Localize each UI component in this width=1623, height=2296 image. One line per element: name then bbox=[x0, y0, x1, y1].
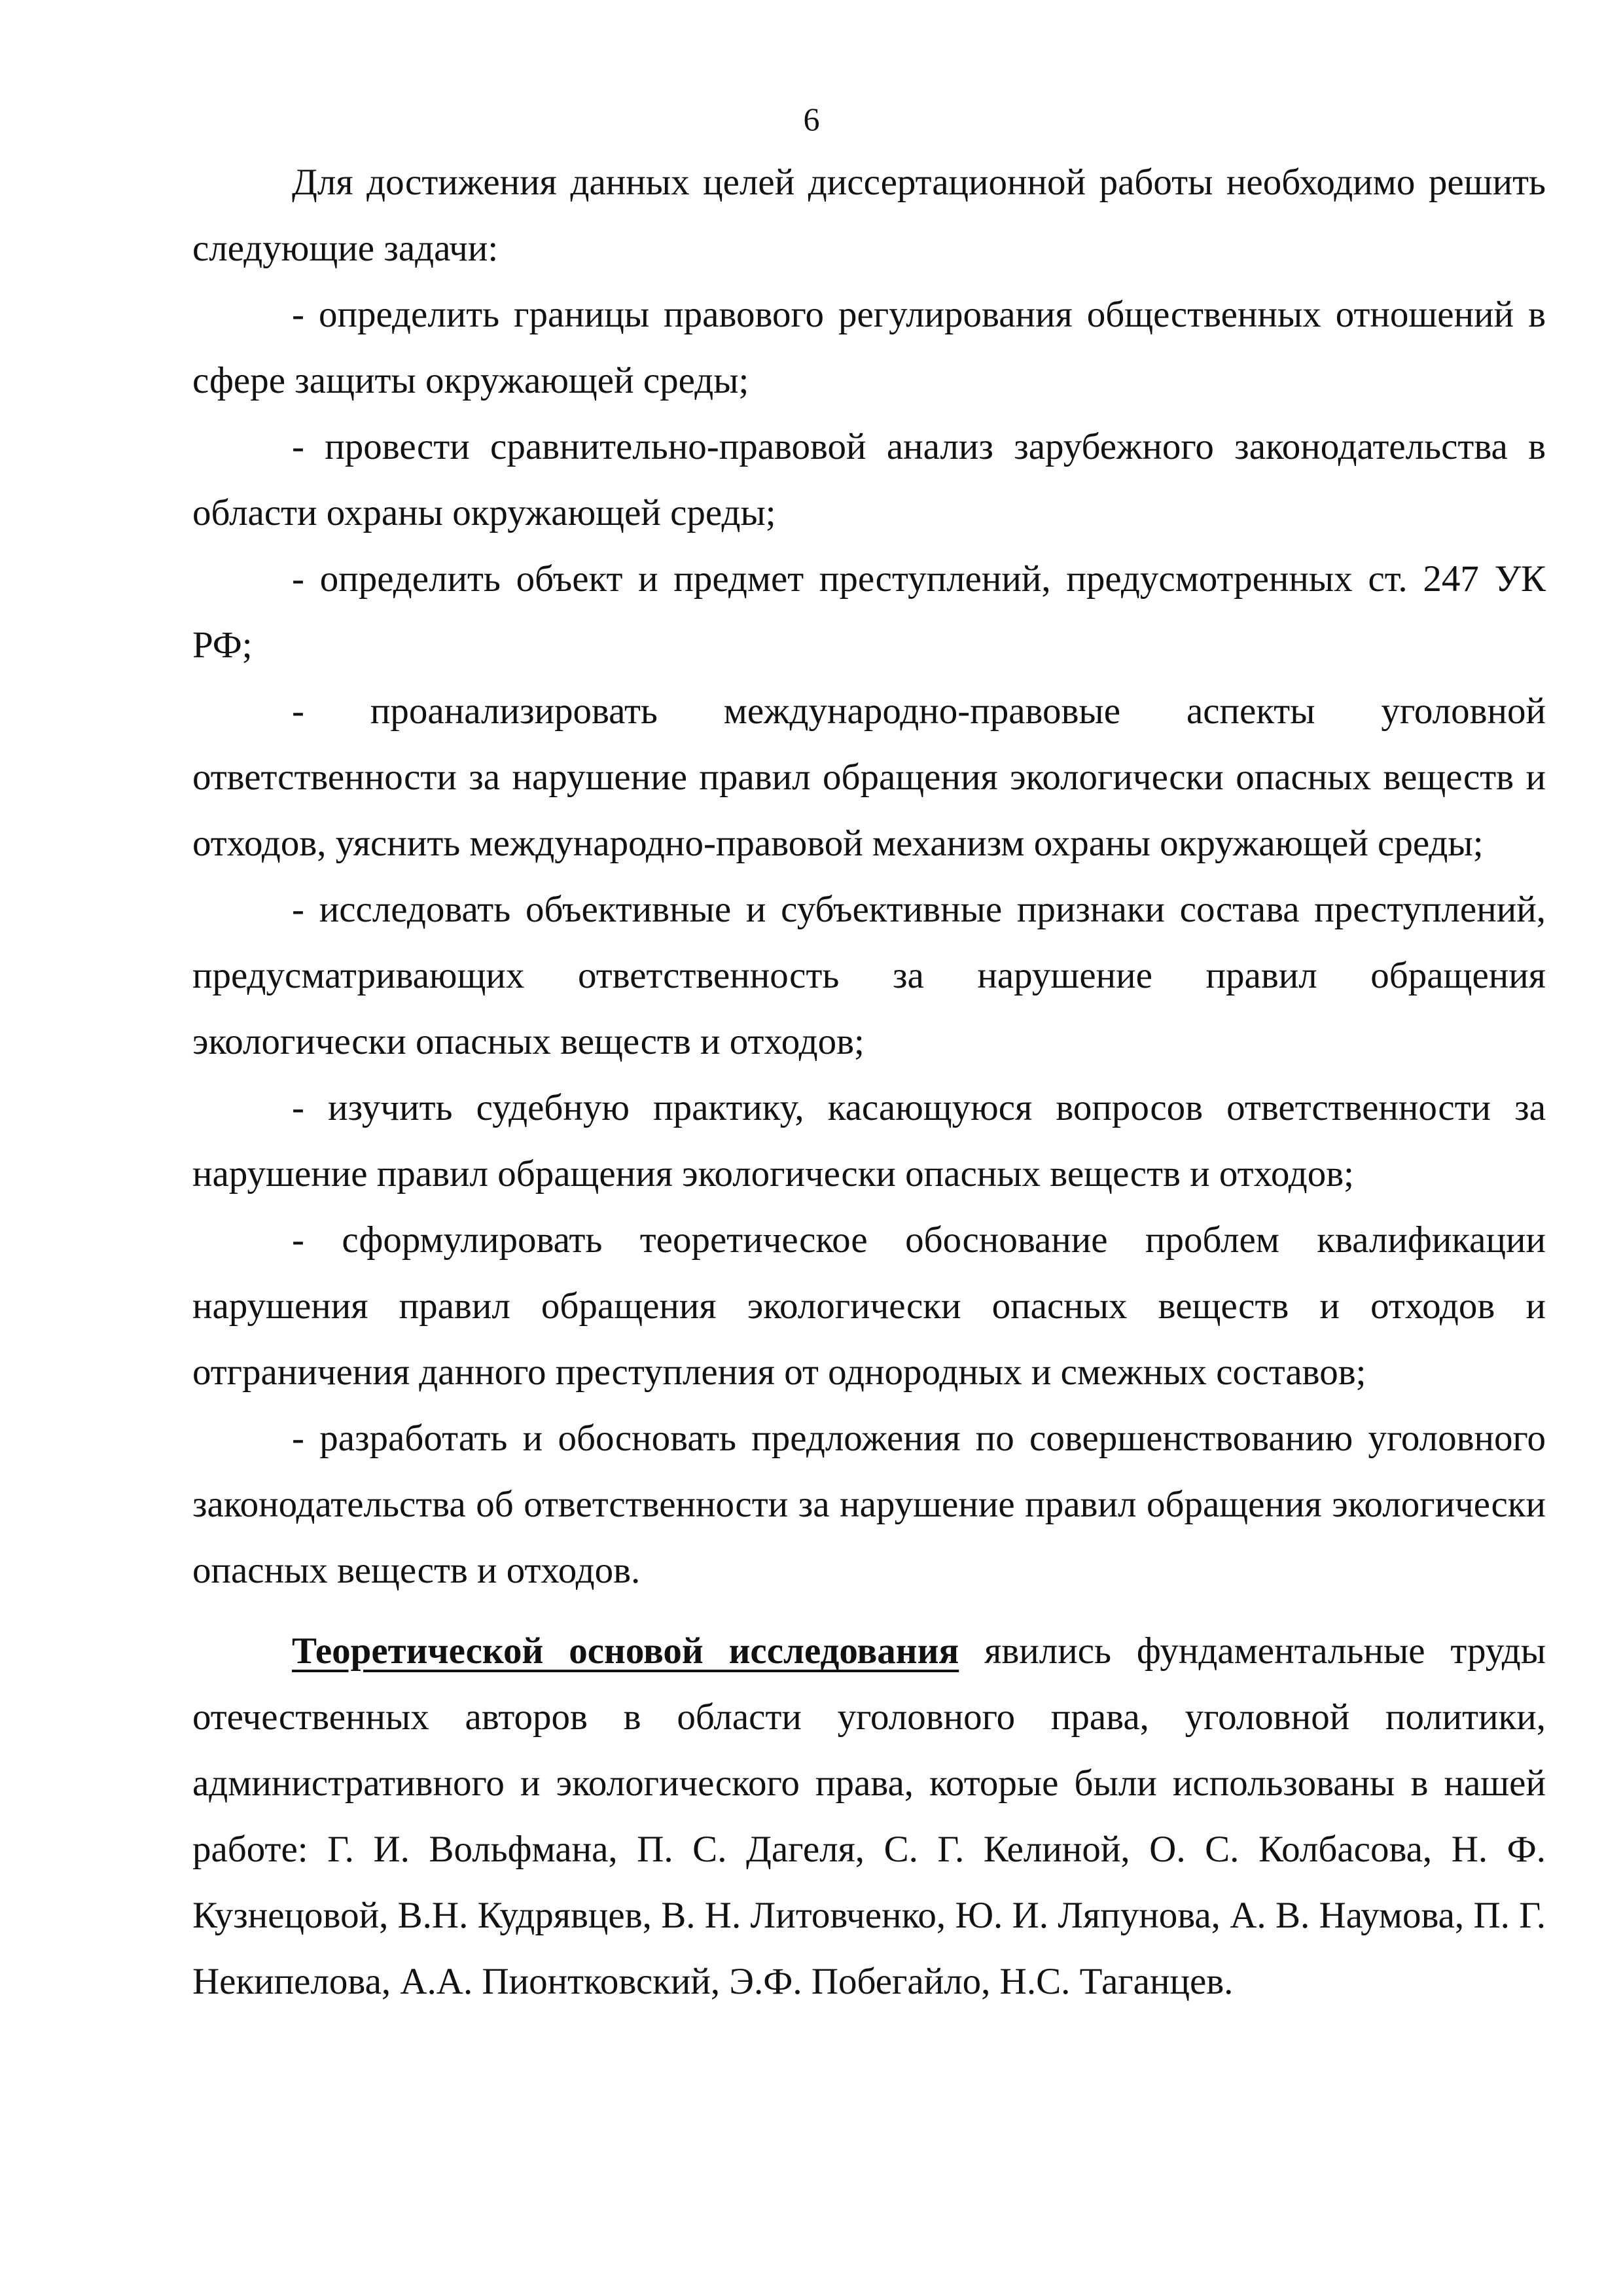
task-item: - определить объект и предмет преступлений, предусмотренных ст. 247 УК РФ; bbox=[192, 558, 1546, 666]
task-item: - определить границы правового регулирования общественных отношений в сфере защиты окружающей среды; bbox=[192, 294, 1546, 401]
theory-heading: Теоретической основой исследования bbox=[292, 1630, 959, 1672]
theory-body: явились фундаментальные труды отечественных авторов в области уголовного права, уголовной политики, административного и экологического права, которые были использованы в нашей работе: Г. И. Вольфмана, П. С. Дагеля, С. Г. Келиной, О. С. Колбасова, Н. Ф. Кузнецовой, В.Н. Кудрявцев, В. Н. Литовченко, Ю. И. Ляпунова, А. В. Наумова, П. Г. Некипелова, А.А. Пионтковский, Э.Ф. Побегайло, Н.С. Таганцев. bbox=[192, 1630, 1546, 2002]
theory-paragraph bbox=[192, 1618, 1546, 2015]
task-item: - исследовать объективные и субъективные признаки состава преступлений, предусматривающих ответственность за нарушение правил обращения экологически опасных веществ и отходов; bbox=[192, 889, 1546, 1062]
task-item: - сформулировать теоретическое обоснование проблем квалификации нарушения правил обращения экологически опасных веществ и отходов и отграничения данного преступления от однородных и смежных составов; bbox=[192, 1219, 1546, 1393]
task-item: - провести сравнительно-правовой анализ зарубежного законодательства в области охраны окружающей среды; bbox=[192, 426, 1546, 533]
task-item: - изучить судебную практику, касающуюся вопросов ответственности за нарушение правил обращения экологически опасных веществ и отходов; bbox=[192, 1087, 1546, 1194]
document-body bbox=[192, 149, 1546, 2015]
page-number: 6 bbox=[803, 101, 820, 137]
intro-paragraph: Для достижения данных целей диссертационной работы необходимо решить следующие задачи: bbox=[192, 162, 1546, 269]
task-item: - проанализировать международно-правовые аспекты уголовной ответственности за нарушение правил обращения экологически опасных веществ и отходов, уяснить международно-правовой механизм охраны окружающей среды; bbox=[192, 691, 1546, 864]
task-item: - разработать и обосновать предложения по совершенствованию уголовного законодательства об ответственности за нарушение правил обращения экологически опасных веществ и отходов. bbox=[192, 1418, 1546, 1591]
